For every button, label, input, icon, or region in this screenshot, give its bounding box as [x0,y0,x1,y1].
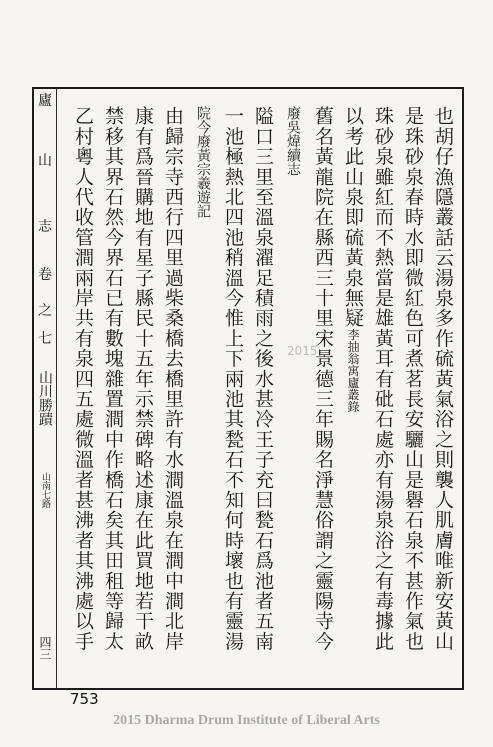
text-column: 禁移其界石然今界石已有數塊雜置澗中作橋石矣其田租等歸太 [102,106,124,652]
margin-column [34,88,56,688]
text-column: 是珠砂泉春時水即微紅色可煮茗長安驪山是礜石泉不甚作氣也 [402,106,424,652]
footer-watermark: 2015 Dharma Drum Institute of Liberal Arts [113,713,380,728]
text-column: 乙村粵人代收管澗兩岸共有泉四五處微溫者甚沸者其沸處以手 [72,106,94,652]
annotation-note: 院今廢黃宗羲遊記 [195,106,211,218]
margin-char: 七 [38,331,52,347]
margin-subsection: 山南七路 [40,472,50,508]
text-column: 舊名黃龍院在縣西三十里宋景德三年賜名淨慧俗謂之靈陽寺今 [312,106,334,652]
margin-char: 山 [38,153,52,169]
margin-char: 卷 [38,267,52,283]
text-column: 一池極熱北四池稍溫今惟上下兩池其甃石不知何時壞也有靈湯 [222,106,244,652]
page-border [32,87,464,690]
text-column [281,106,305,176]
text-column: 康有爲晉購地有星子縣民十五年示禁碑略述康在此買地若干畝 [132,106,154,652]
margin-divider [56,89,57,688]
margin-char: 之 [38,303,52,319]
text-column: 隘口三里至溫泉濯足積雨之後水甚冷王子充曰甃石爲池者五南 [252,106,274,652]
text-column: 也胡仔漁隱叢話云湯泉多作硫黃氣浴之則襲人肌膚唯新安黃山 [432,106,454,652]
text-column: 珠砂泉雖紅而不熱當是雄黃耳有砒石處亦有湯泉浴之有毒據此 [372,106,394,652]
text-column: 由歸宗寺西行四里過柴桑橋去橋里許有水澗溫泉在澗中澗北岸 [162,106,184,652]
center-watermark: 2015 [287,344,318,358]
page-number: 753 [70,690,99,708]
margin-char: 志 [38,219,52,235]
annotation-note: 廢吳煒續志 [285,106,301,176]
margin-section: 山川勝蹟 [37,370,53,426]
text-column [191,106,215,218]
annotation-note: 李抽翁寓廬叢錄 [346,328,360,413]
margin-char: 廬 [38,93,52,109]
text-column: 以考此山泉即硫黃泉無疑李抽翁寓廬叢錄 [342,106,364,413]
margin-folio: 四三 [38,636,52,660]
